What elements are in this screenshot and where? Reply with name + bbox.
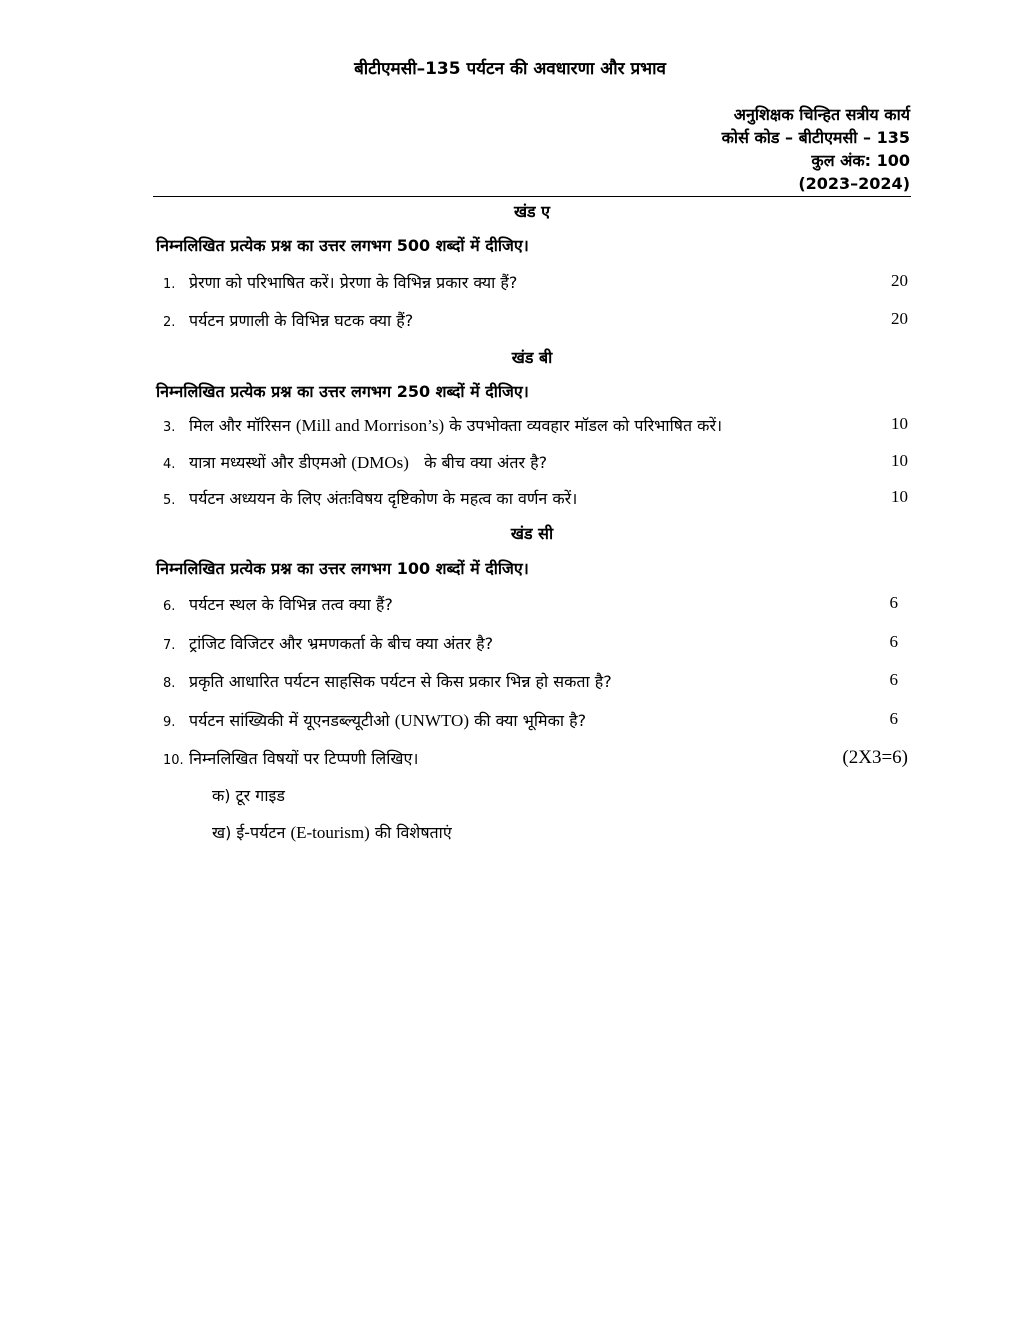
header-divider (153, 196, 911, 197)
question-number: 4. (163, 457, 176, 472)
question-marks: 6 (889, 670, 898, 689)
question-text-english: (DMOs) (351, 453, 409, 472)
session-year: (2023–2024) (798, 174, 910, 193)
section-b-instruction: निम्नलिखित प्रत्येक प्रश्न का उत्तर लगभग 250 शब्दों में दीजिए। (156, 382, 529, 401)
question-text: ट्रांजिट विजिटर और भ्रमणकर्ता के बीच क्या अंतर है? (189, 634, 494, 653)
question-number: 1. (163, 277, 176, 292)
question-text: प्रकृति आधारित पर्यटन साहसिक पर्यटन से किस प्रकार भिन्न हो सकता है? (189, 672, 612, 691)
question-10 (163, 747, 908, 769)
question-marks: 10 (891, 451, 908, 470)
question-marks: 6 (889, 709, 898, 728)
question-marks: 20 (891, 271, 908, 290)
section-b-heading: खंड बी (511, 348, 553, 367)
question-marks: 6 (889, 593, 898, 612)
question-number: 9. (163, 715, 176, 730)
question-number: 10. (163, 753, 184, 768)
sub-question-text: की विशेषताएं (374, 823, 452, 842)
question-number: 5. (163, 493, 176, 508)
question-7 (163, 632, 908, 654)
question-text: पर्यटन प्रणाली के विभिन्न घटक क्या हैं? (189, 311, 414, 330)
question-marks: 10 (891, 414, 908, 433)
course-code: कोर्स कोड – बीटीएमसी – 135 (721, 128, 910, 147)
assignment-type: अनुशिक्षक चिन्हित सत्रीय कार्य (733, 105, 910, 124)
question-text: निम्नलिखित विषयों पर टिप्पणी लिखिए। (189, 749, 419, 768)
question-text-english: (UNWTO) (394, 711, 469, 730)
question-text: के उपभोक्ता व्यवहार मॉडल को परिभाषित करें। (449, 416, 723, 435)
question-text-english: (Mill and Morrison’s) (295, 416, 445, 435)
section-a-instruction: निम्नलिखित प्रत्येक प्रश्न का उत्तर लगभग 500 शब्दों में दीजिए। (156, 236, 529, 255)
question-marks: (2X3=6) (842, 747, 908, 768)
question-2 (163, 309, 908, 331)
question-9 (163, 709, 908, 731)
section-c-heading: खंड सी (510, 524, 554, 543)
question-text: पर्यटन अध्ययन के लिए अंतःविषय दृष्टिकोण के महत्व का वर्णन करें। (189, 489, 578, 508)
question-5 (163, 487, 908, 509)
question-text: यात्रा मध्यस्थों और डीएमओ (189, 453, 347, 472)
section-a-heading: खंड ए (513, 202, 551, 221)
section-c-instruction: निम्नलिखित प्रत्येक प्रश्न का उत्तर लगभग 100 शब्दों में दीजिए। (156, 559, 529, 578)
question-1 (163, 271, 908, 293)
sub-question-b (212, 821, 452, 843)
question-text: की क्या भूमिका है? (474, 711, 587, 730)
question-text: प्रेरणा को परिभाषित करें। प्रेरणा के विभिन्न प्रकार क्या हैं? (189, 273, 518, 292)
question-8 (163, 670, 908, 692)
question-text: मिल और मॉरिसन (189, 416, 291, 435)
total-marks: कुल अंक: 100 (811, 151, 910, 170)
question-marks: 10 (891, 487, 908, 506)
question-text: पर्यटन सांख्यिकी में यूएनडब्ल्यूटीओ (189, 711, 390, 730)
question-number: 2. (163, 315, 176, 330)
sub-question-text-english: (E-tourism) (290, 823, 370, 842)
question-number: 7. (163, 638, 176, 653)
sub-question-text: ख) ई-पर्यटन (212, 823, 286, 842)
question-6 (163, 593, 908, 615)
paper-title: बीटीएमसी–135 पर्यटन की अवधारणा और प्रभाव (354, 59, 666, 79)
question-number: 6. (163, 599, 176, 614)
question-text: पर्यटन स्थल के विभिन्न तत्व क्या हैं? (189, 595, 393, 614)
question-4 (163, 451, 908, 473)
sub-question-a: क) टूर गाइड (212, 786, 285, 805)
question-text: के बीच क्या अंतर है? (424, 453, 548, 472)
question-3 (163, 414, 908, 436)
question-number: 3. (163, 420, 176, 435)
question-marks: 6 (889, 632, 898, 651)
question-number: 8. (163, 676, 176, 691)
question-marks: 20 (891, 309, 908, 328)
